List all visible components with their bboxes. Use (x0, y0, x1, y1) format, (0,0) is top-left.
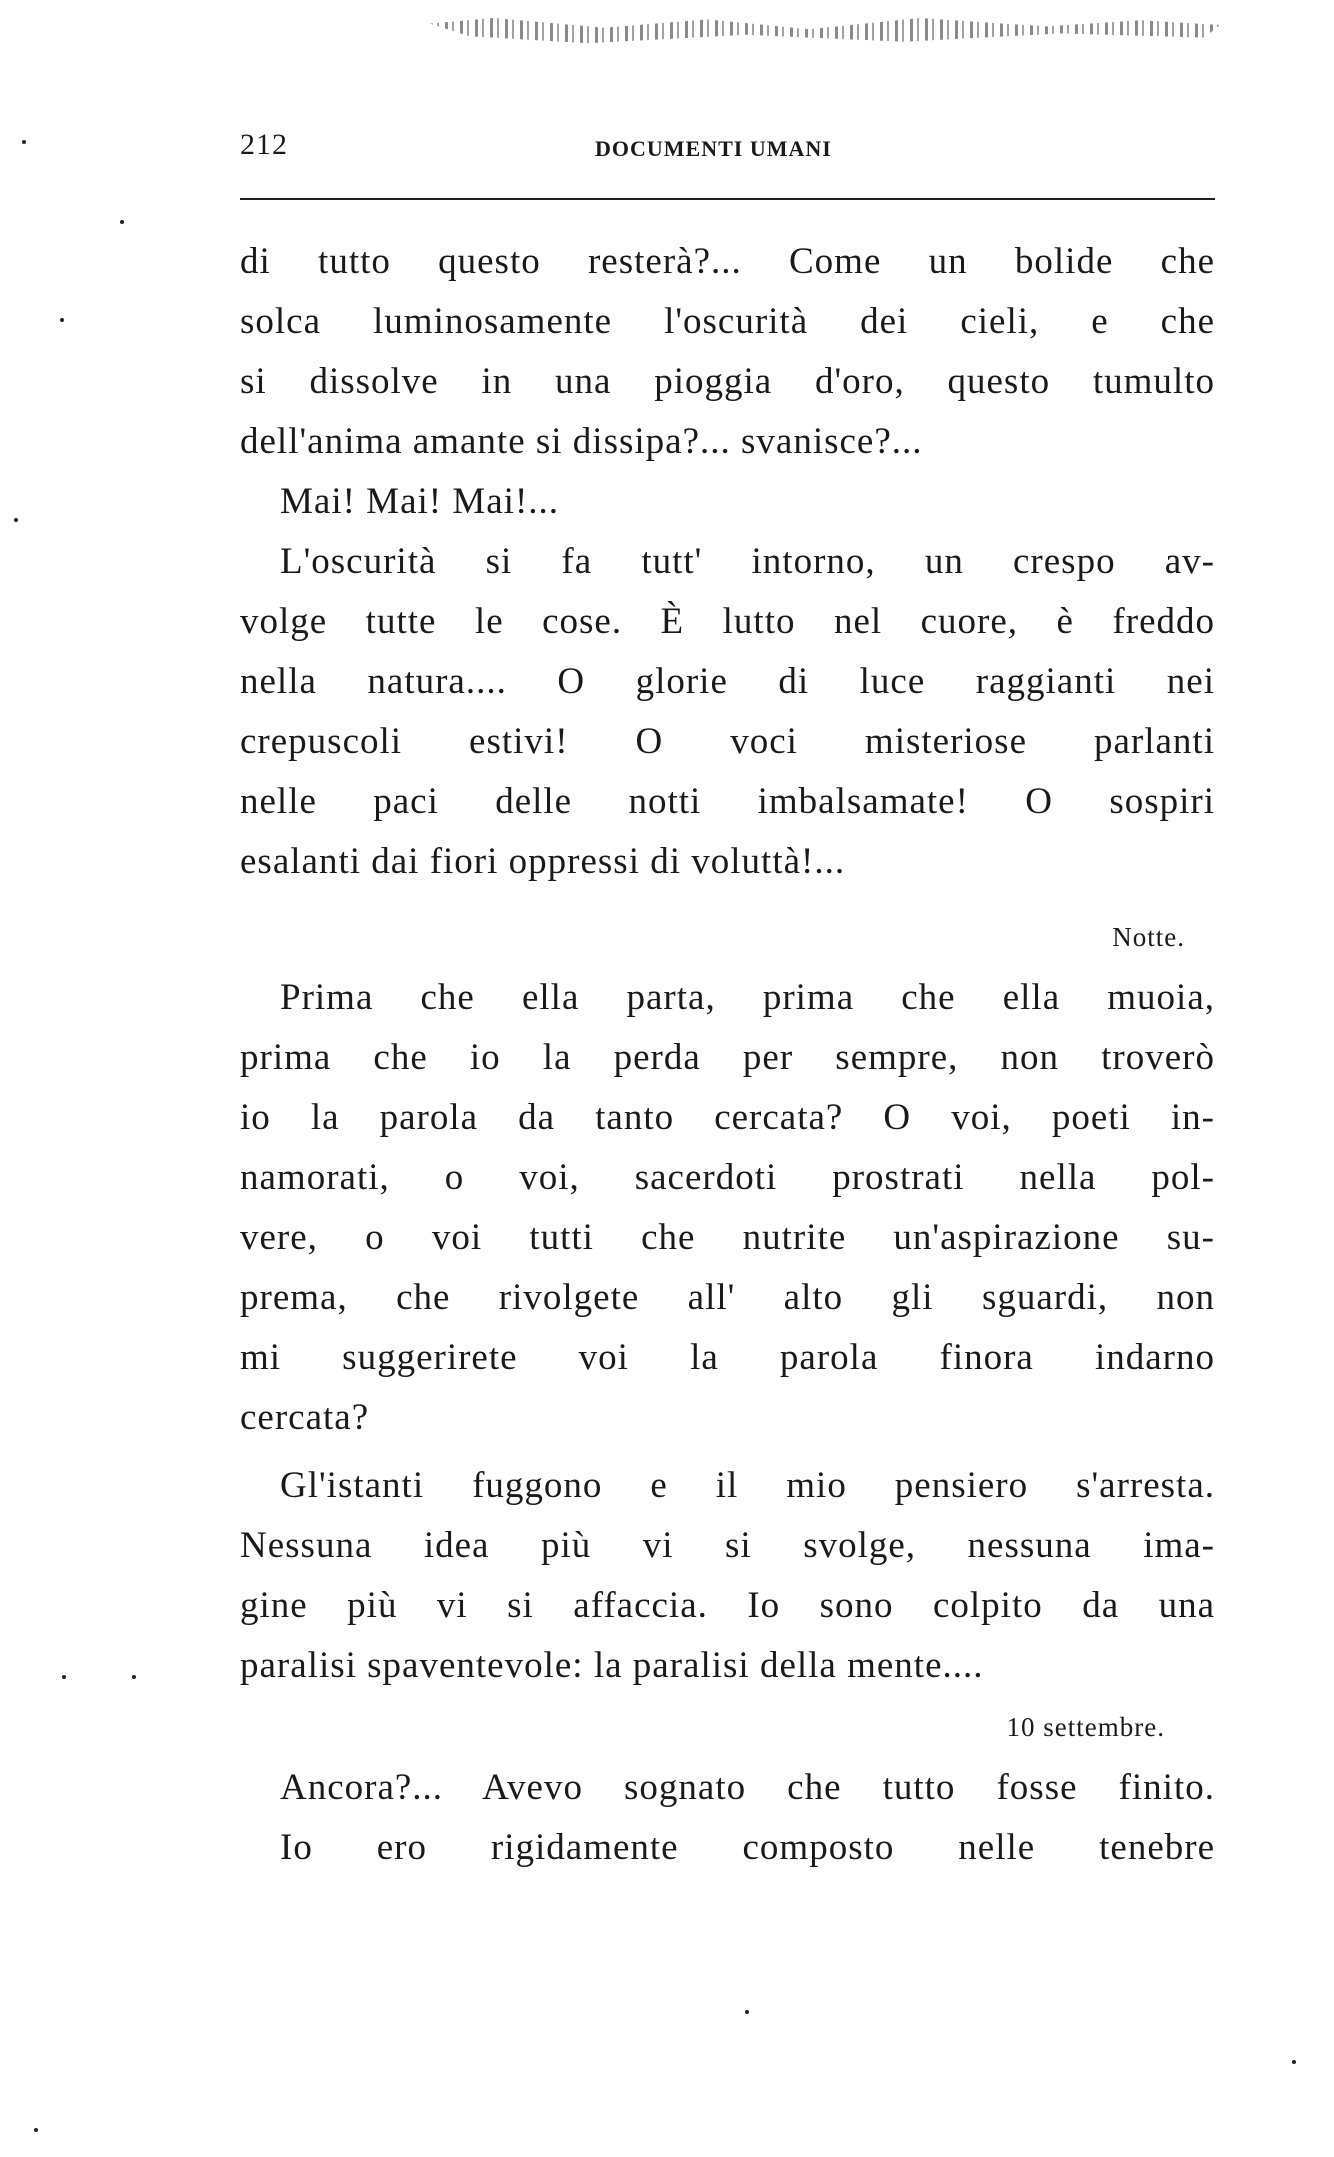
text-line: volge tutte le cose. È lutto nel cuore, è freddo (240, 601, 1215, 642)
scan-speck (1292, 2060, 1296, 2064)
text-line: mi suggerirete voi la parola finora indarno (240, 1337, 1215, 1378)
text-line: Io ero rigidamente composto nelle tenebre (280, 1827, 1215, 1868)
dateline-notte: Notte. (1112, 922, 1185, 952)
scan-speck (34, 2128, 38, 2132)
text-line: esalanti dai fiori oppressi di voluttà!... (240, 841, 846, 882)
scan-speck (14, 518, 18, 522)
text-line: cercata? (240, 1397, 370, 1438)
text-line: crepuscoli estivi! O voci misteriose parlanti (240, 721, 1215, 762)
scan-speck (60, 318, 64, 322)
text-line: nella natura.... O glorie di luce raggianti nei (240, 661, 1215, 702)
scan-speck (120, 220, 124, 224)
text-line: namorati, o voi, sacerdoti prostrati nella pol- (240, 1157, 1215, 1198)
paragraph-5 (240, 1456, 1215, 1696)
text-line: dell'anima amante si dissipa?... svanisce?... (240, 421, 923, 462)
scan-speck (22, 140, 26, 144)
scan-speck (745, 2010, 749, 2014)
text-line: paralisi spaventevole: la paralisi della mente.... (240, 1645, 984, 1686)
running-title: DOCUMENTI UMANI (595, 136, 832, 161)
header-rule (240, 198, 1215, 200)
text-line: di tutto questo resterà?... Come un bolide che (240, 241, 1215, 282)
text-line: Nessuna idea più vi si svolge, nessuna ima- (240, 1525, 1215, 1566)
text-line: L'oscurità si fa tutt' intorno, un crespo av- (280, 541, 1215, 582)
body-text (240, 232, 1215, 1878)
text-line: io la parola da tanto cercata? O voi, poeti in- (240, 1097, 1215, 1138)
paragraph-3 (240, 532, 1215, 892)
text-line: si dissolve in una pioggia d'oro, questo tumulto (240, 361, 1215, 402)
text-line: solca luminosamente l'oscurità dei cieli, e che (240, 301, 1215, 342)
paragraph-gap (240, 1448, 1215, 1456)
scan-speck (132, 1675, 136, 1679)
paragraph-4 (240, 968, 1215, 1448)
page-header (240, 128, 1215, 168)
text-line: Mai! Mai! Mai!... (280, 481, 560, 522)
text-line: gine più vi si affaccia. Io sono colpito da una (240, 1585, 1215, 1626)
text-line: prema, che rivolgete all' alto gli sguardi, non (240, 1277, 1215, 1318)
paragraph-6 (240, 1758, 1215, 1878)
text-line: Ancora?... Avevo sognato che tutto fosse finito. (280, 1767, 1215, 1808)
text-line: prima che io la perda per sempre, non troverò (240, 1037, 1215, 1078)
paragraph-2 (240, 472, 1215, 532)
page-number: 212 (240, 128, 288, 161)
scan-speck (62, 1675, 66, 1679)
paragraph-1 (240, 232, 1215, 472)
text-line: nelle paci delle notti imbalsamate! O sospiri (240, 781, 1215, 822)
dateline-settembre: 10 settembre. (1006, 1712, 1165, 1742)
text-line: Gl'istanti fuggono e il mio pensiero s'arresta. (280, 1465, 1215, 1506)
scan-artifact-top (430, 18, 1220, 46)
text-line: vere, o voi tutti che nutrite un'aspirazione su- (240, 1217, 1215, 1258)
text-line: Prima che ella parta, prima che ella muoia, (280, 977, 1215, 1018)
